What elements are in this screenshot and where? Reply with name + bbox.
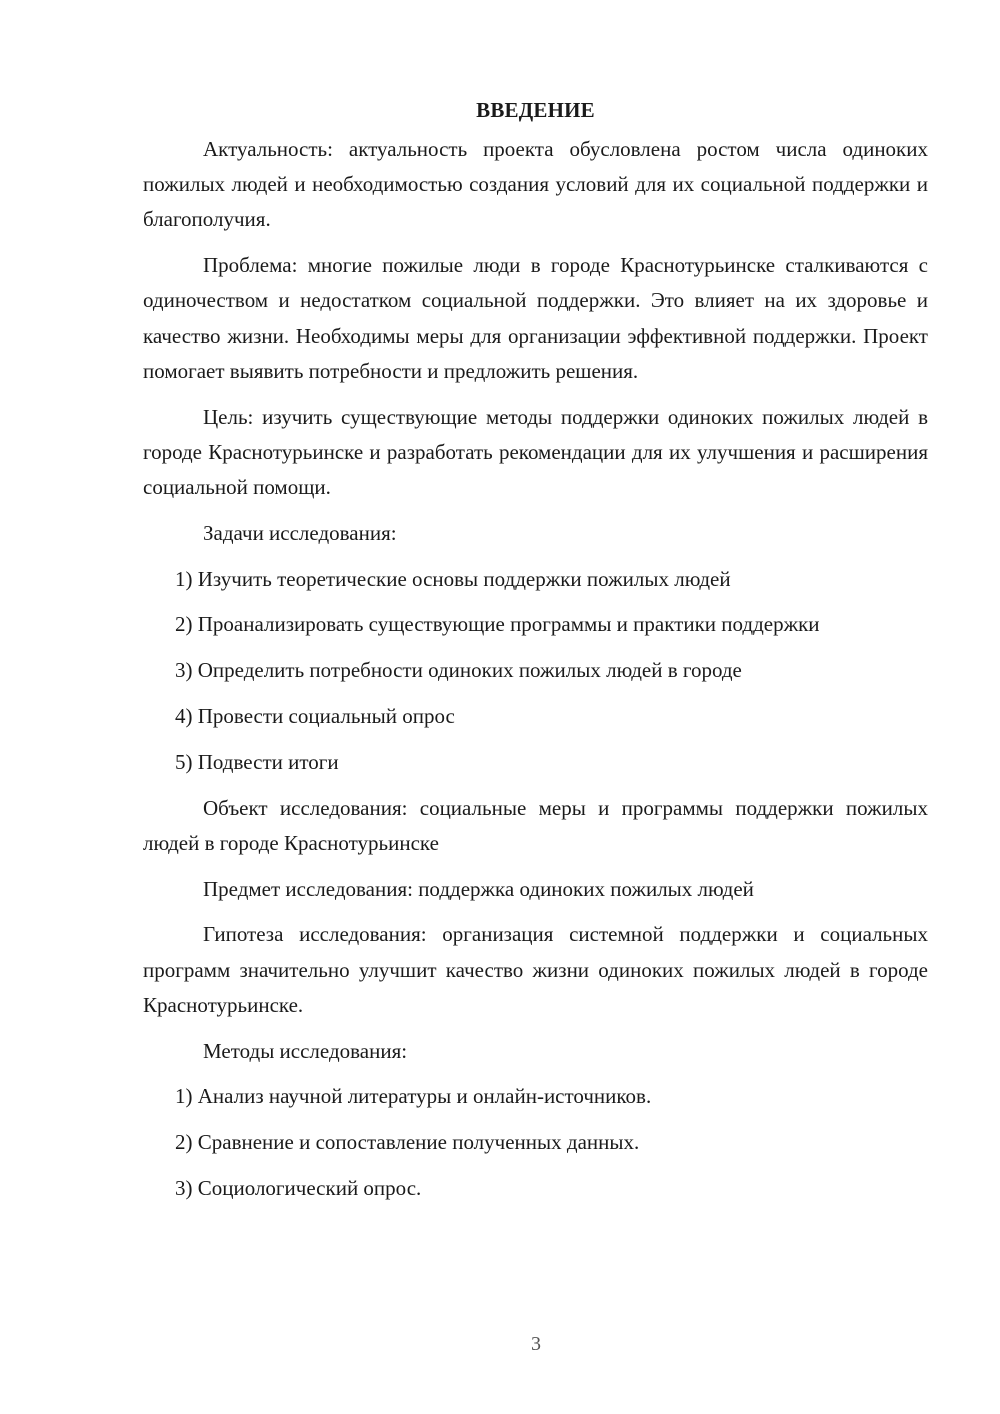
page-number: 3 <box>531 1333 541 1355</box>
paragraph-object: Объект исследования: социальные меры и программы поддержки пожилых людей в городе Краснотурьинске <box>143 795 928 855</box>
task-item-5: 5) Подвести итоги <box>175 749 339 774</box>
method-item-3: 3) Социологический опрос. <box>175 1175 422 1200</box>
paragraph-relevance: Актуальность: актуальность проекта обусловлена ростом числа одиноких пожилых людей и необходимостью создания условий для их социальной поддержки и благополучия. <box>143 137 928 232</box>
task-item-3: 3) Определить потребности одиноких пожилых людей в городе <box>175 658 742 683</box>
paragraph-subject: Предмет исследования: поддержка одиноких пожилых людей <box>203 876 754 901</box>
page-content <box>143 93 928 1217</box>
tasks-heading: Задачи исследования: <box>203 520 397 545</box>
method-item-1: 1) Анализ научной литературы и онлайн-источников. <box>175 1084 652 1109</box>
task-item-1: 1) Изучить теоретические основы поддержки пожилых людей <box>175 566 731 591</box>
paragraph-hypothesis: Гипотеза исследования: организация системной поддержки и социальных программ значительно улучшит качество жизни одиноких пожилых людей в городе Краснотурьинске. <box>143 922 928 1017</box>
section-title: ВВЕДЕНИЕ <box>476 98 595 122</box>
method-item-2: 2) Сравнение и сопоставление полученных данных. <box>175 1130 640 1155</box>
task-item-2: 2) Проанализировать существующие программы и практики поддержки <box>175 612 820 637</box>
paragraph-goal: Цель: изучить существующие методы поддержки одиноких пожилых людей в городе Краснотурьинске и разработать рекомендации для их улучшения и расширения социальной помощи. <box>143 404 928 500</box>
paragraph-problem: Проблема: многие пожилые люди в городе Краснотурьинске сталкиваются с одиночеством и недостатком социальной поддержки. Это влияет на их здоровье и качество жизни. Необходимы меры для организации эффективной поддержки. Проект помогает выявить потребности и предложить решения. <box>143 253 928 383</box>
task-item-4: 4) Провести социальный опрос <box>175 704 455 728</box>
methods-heading: Методы исследования: <box>203 1038 408 1063</box>
